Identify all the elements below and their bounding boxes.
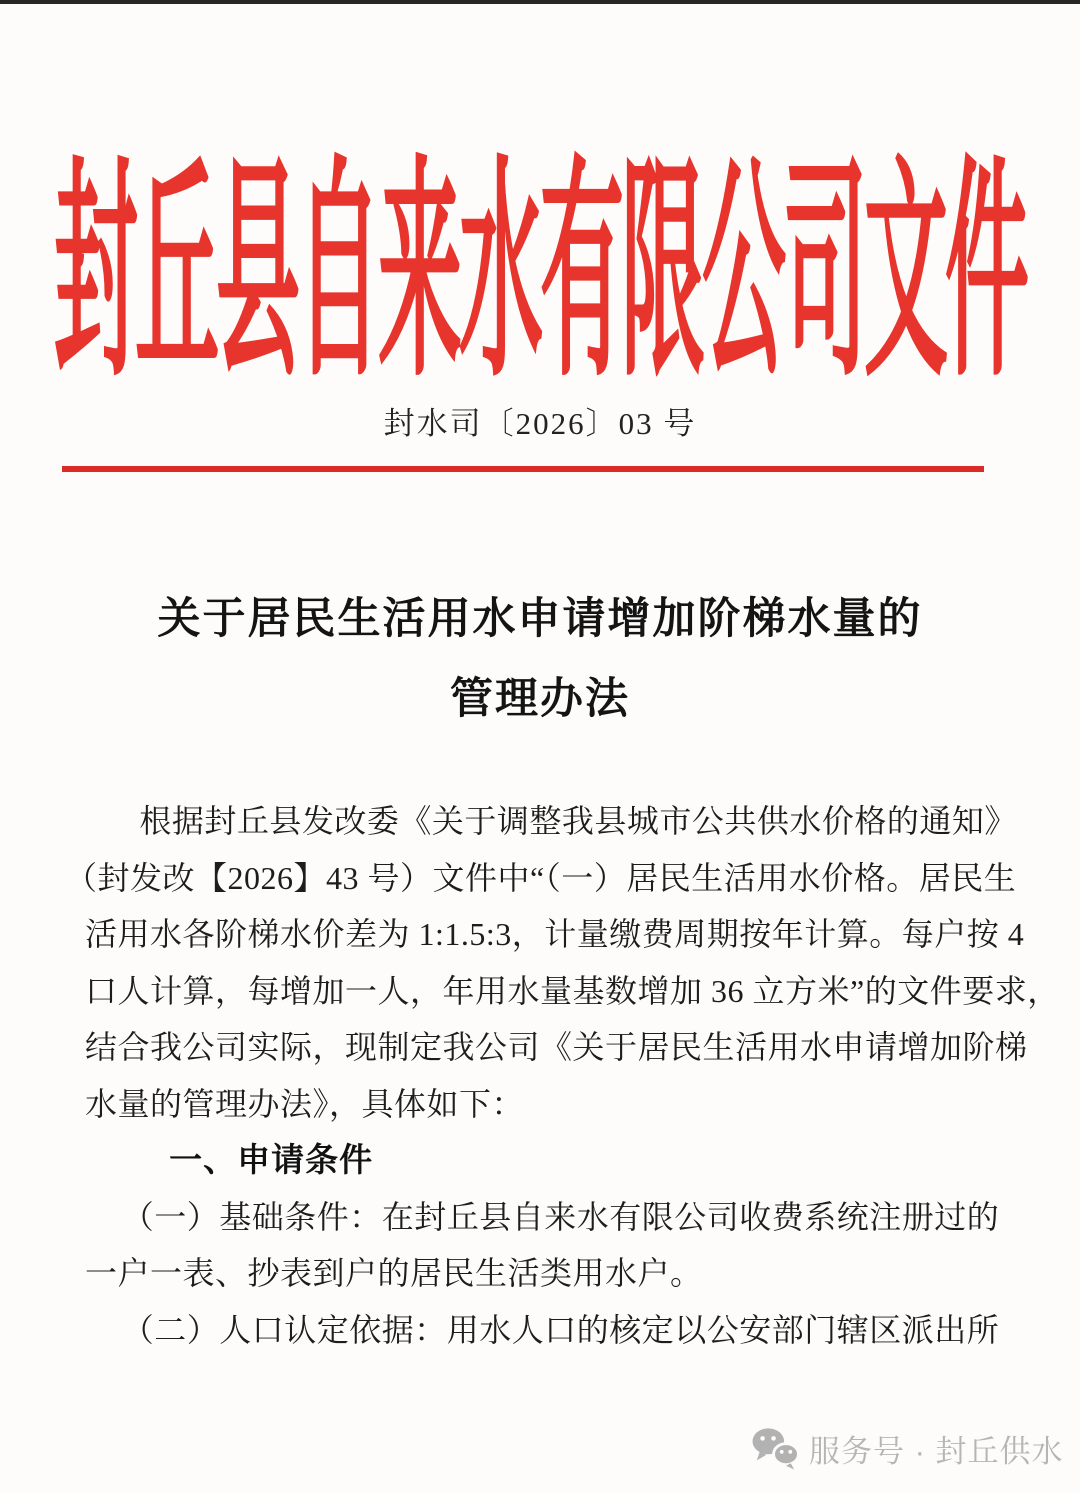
body-line: （二）人口认定依据：用水人口的核定以公安部门辖区派出所: [121, 1311, 1000, 1348]
red-divider-line: [62, 466, 984, 472]
wechat-watermark: [750, 1424, 1064, 1472]
document-body: [65, 793, 1060, 1358]
document-title-line-2: 管理办法: [450, 676, 630, 723]
section-heading: 一、申请条件: [169, 1141, 374, 1178]
body-line: 口人计算，每增加一人，年用水量基数增加 36 立方米”的文件要求，: [85, 972, 1060, 1009]
body-line: 水量的管理办法》，具体如下：: [85, 1085, 525, 1122]
body-line: 根据封丘县发改委《关于调整我县城市公共供水价格的通知》: [139, 803, 1017, 839]
body-line: 一户一表、抄表到户的居民生活类用水户。: [85, 1255, 703, 1291]
document-title-line-1: 关于居民生活用水申请增加阶梯水量的: [157, 596, 923, 643]
top-edge-bar: [0, 0, 1080, 4]
document-title: [0, 580, 1080, 740]
org-title-text: 封丘县自来水有限公司文件: [53, 145, 1026, 406]
wechat-icon: [750, 1426, 800, 1470]
doc-number: 封水司〔2026〕03 号: [383, 406, 697, 441]
org-title-banner: [0, 128, 1080, 406]
body-line: （一）基础条件：在封丘县自来水有限公司收费系统注册过的: [121, 1198, 1000, 1235]
body-line: 结合我公司实际，现制定我公司《关于居民生活用水申请增加阶梯: [85, 1029, 1028, 1065]
body-line: 活用水各阶梯水价差为 1:1.5:3，计量缴费周期按年计算。每户按 4: [85, 916, 1025, 952]
body-line: （封发改【2026】43 号）文件中“（一）居民生活用水价格。居民生: [65, 859, 1017, 896]
watermark-text: 服务号 · 封丘供水: [809, 1433, 1064, 1469]
